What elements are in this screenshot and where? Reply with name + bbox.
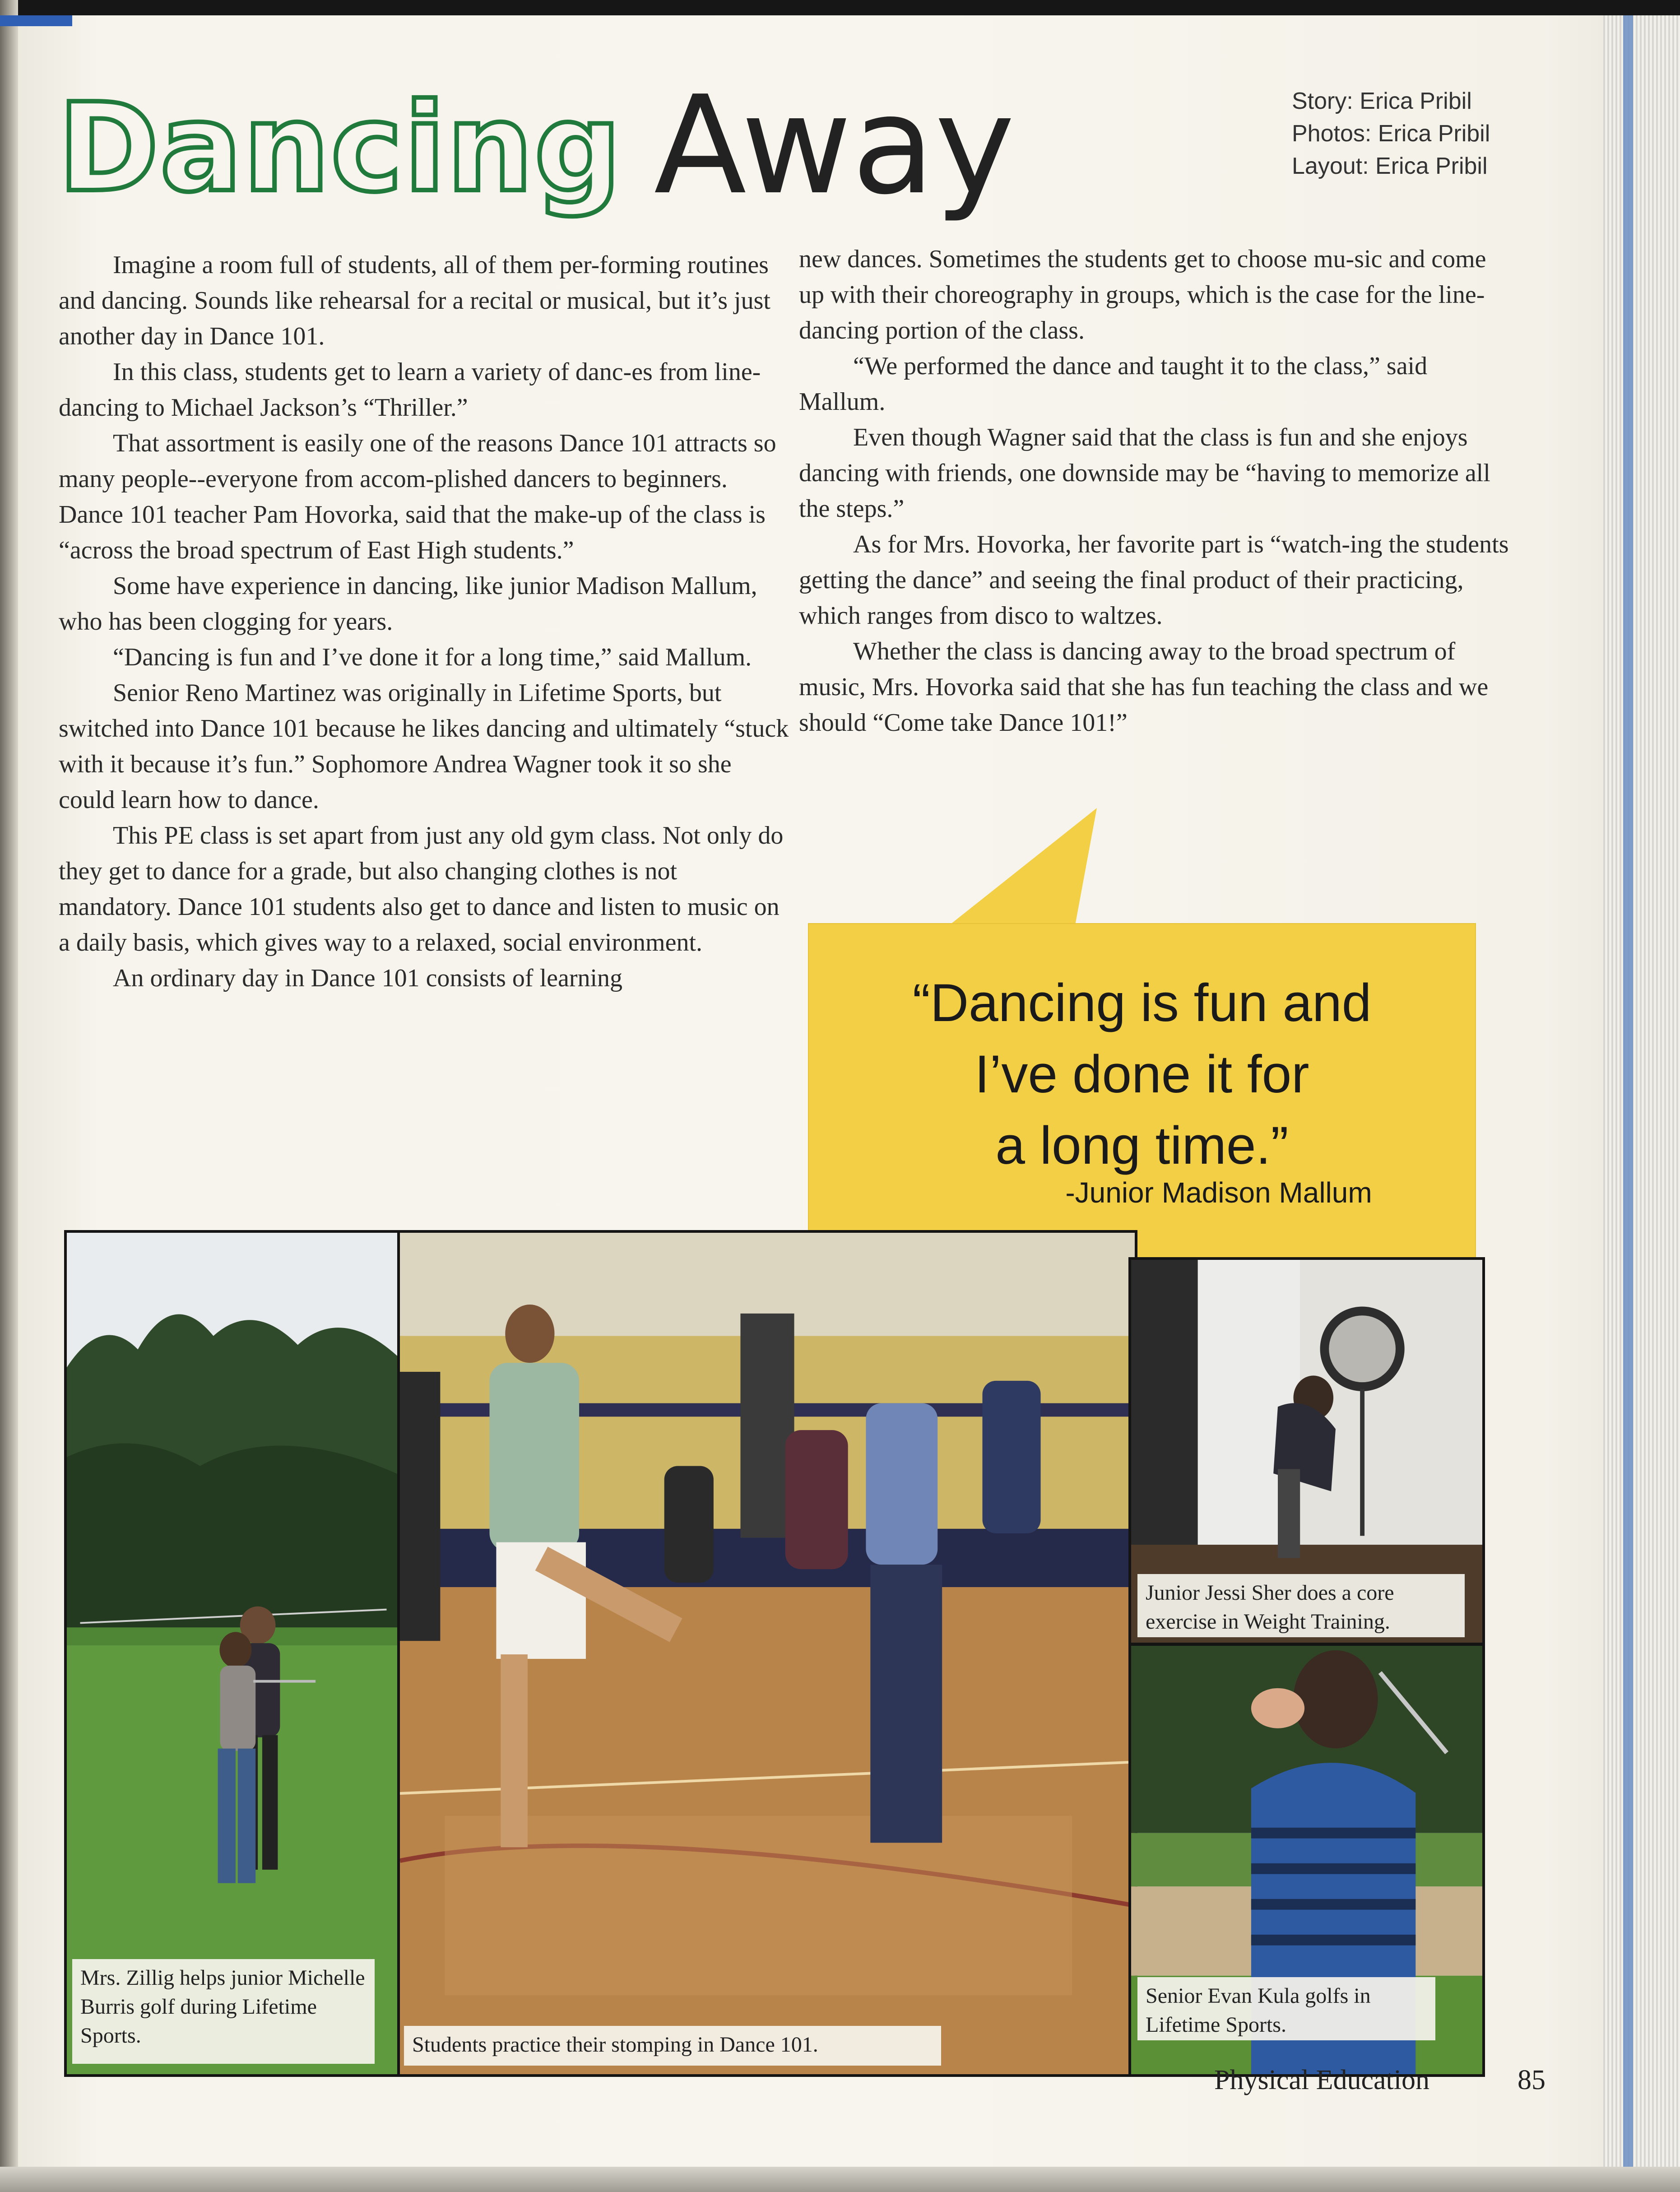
photo-golf-lesson	[64, 1230, 403, 2077]
paragraph: new dances. Sometimes the students get to choose mu-sic and come up with their choreography in groups, which is the case for the line-dancing portion of the class.	[799, 245, 1486, 344]
scan-bottom-edge	[0, 2167, 1680, 2192]
paragraph: Some have experience in dancing, like junior Madison Mallum, who has been clogging for years.	[59, 572, 757, 636]
title-outline-word: Dancing	[58, 77, 622, 219]
caption-weight-training: Junior Jessi Sher does a core exercise in Weight Training.	[1137, 1574, 1465, 1637]
binding-strip	[0, 15, 72, 26]
paragraph: This PE class is set apart from just any old gym class. Not only do they get to dance for a grade, but also changing clothes is not mandatory. Dance 101 students also get to dance and listen to music on a daily basis, which gives way to a relaxed, social environment.	[59, 822, 784, 957]
article-column-right	[799, 241, 1512, 741]
paragraph: As for Mrs. Hovorka, her favorite part is “watch-ing the students getting the dance” and seeing the final product of their practicing, which ranges from disco to waltzes.	[799, 530, 1509, 630]
photo-dance-class	[397, 1230, 1137, 2077]
paragraph: “We performed the dance and taught it to the class,” said Mallum.	[799, 352, 1428, 416]
title-solid-word: Away	[654, 67, 1015, 224]
credits	[1292, 85, 1490, 182]
caption-golf: Mrs. Zillig helps junior Michelle Burris golf during Lifetime Sports.	[72, 1959, 375, 2064]
pull-quote-line: a long time.”	[995, 1116, 1289, 1175]
binding-shadow	[0, 0, 18, 2192]
paragraph: In this class, students get to learn a variety of danc-es from line-dancing to Michael Jackson’s “Thriller.”	[59, 358, 761, 422]
caption-senior-golf: Senior Evan Kula golfs in Lifetime Sports.	[1137, 1977, 1435, 2040]
pull-quote-line: “Dancing is fun and	[912, 973, 1372, 1033]
paragraph: Even though Wagner said that the class is fun and she enjoys dancing with friends, one downside may be “having to memorize all the steps.”	[799, 423, 1490, 523]
credit-story: Story: Erica Pribil	[1292, 88, 1472, 114]
page-number: 85	[1518, 2065, 1545, 2095]
pull-quote-box	[808, 923, 1476, 1259]
paragraph: That assortment is easily one of the reasons Dance 101 attracts so many people--everyone from accom-plished dancers to beginners. Dance 101 teacher Pam Hovorka, said that the make-up of the class is “across the broad spectrum of East High students.”	[59, 429, 776, 564]
credit-photos: Photos: Erica Pribil	[1292, 121, 1490, 147]
pull-quote-text	[808, 967, 1476, 1181]
scan-top-edge	[0, 0, 1680, 15]
paragraph: Whether the class is dancing away to the broad spectrum of music, Mrs. Hovorka said that she has fun teaching the class and we should “Come take Dance 101!”	[799, 637, 1489, 737]
paragraph: Senior Reno Martinez was originally in Lifetime Sports, but switched into Dance 101 because he likes dancing and ultimately “stuck with it because it’s fun.” Sophomore Andrea Wagner took it so she could learn how to dance.	[59, 679, 789, 814]
caption-dance: Students practice their stomping in Dance 101.	[404, 2026, 941, 2066]
pull-quote-attribution: -Junior Madison Mallum	[1065, 1176, 1372, 1209]
page-title	[58, 67, 1015, 239]
article-column-left	[59, 247, 790, 996]
pull-quote-line: I’ve done it for	[975, 1045, 1309, 1104]
credit-layout: Layout: Erica Pribil	[1292, 153, 1488, 179]
page-stack-edge	[1603, 15, 1680, 2192]
paragraph: “Dancing is fun and I’ve done it for a long time,” said Mallum.	[113, 643, 752, 671]
paragraph: An ordinary day in Dance 101 consists of learning	[113, 964, 623, 992]
footer-section-title: Physical Education	[1214, 2065, 1429, 2095]
paragraph: Imagine a room full of students, all of them per-forming routines and dancing. Sounds like rehearsal for a recital or musical, but it’s just another day in Dance 101.	[59, 251, 770, 350]
